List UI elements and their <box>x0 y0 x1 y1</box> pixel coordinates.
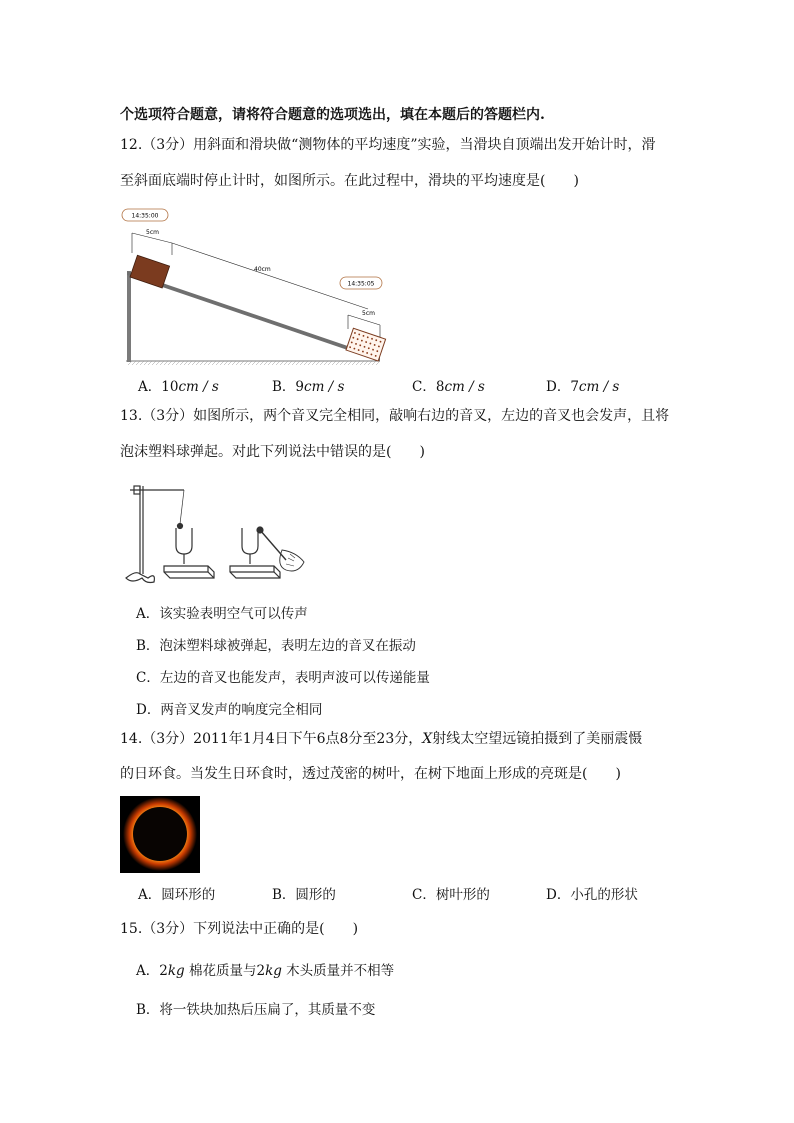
option-value: 9 <box>295 379 305 395</box>
q15-option-b[interactable]: B．将一铁块加热后压扁了，其质量不变 <box>136 1002 376 1018</box>
incline-post <box>127 271 131 362</box>
section-instruction: 个选项符合题意，请将符合题意的选项选出，填在本题后的答题栏内. <box>120 107 545 123</box>
q14-stem-line1-b: 射线太空望远镜拍摄到了美丽震慑 <box>432 731 643 747</box>
slider-block-top <box>130 255 170 288</box>
clock-end: 14:35:05 <box>347 280 375 288</box>
q14-stem-line2: 的日环食。当发生日环食时，透过茂密的树叶，在树下地面上形成的亮斑是( ) <box>120 766 621 782</box>
label-bottom-block-length: 5cm <box>362 310 375 317</box>
unit-kg: kg <box>265 963 282 979</box>
q15-option-a-part1: A．2 <box>136 963 168 979</box>
q12-stem-line1: 12.（3分）用斜面和滑块做“测物体的平均速度”实验，当滑块自顶端出发开始计时，滑 <box>120 137 656 153</box>
clock-start: 14:35:00 <box>131 212 159 220</box>
q13-option-b[interactable]: B．泡沫塑料球被弹起，表明左边的音叉在振动 <box>136 638 416 654</box>
q15-stem: 15.（3分）下列说法中正确的是( ) <box>120 921 359 937</box>
q14-stem-line1 <box>120 728 642 748</box>
option-value: 7 <box>570 379 579 395</box>
q12-option-a[interactable] <box>138 375 219 395</box>
q12-option-b[interactable] <box>272 375 344 395</box>
q14-option-d[interactable]: D．小孔的形状 <box>546 887 638 903</box>
option-letter: D． <box>546 379 571 395</box>
q15-option-a-part2: 棉花质量与2 <box>184 963 266 979</box>
label-top-block-length: 5cm <box>146 229 159 236</box>
label-distance: 40cm <box>254 266 271 273</box>
option-unit: cm / s <box>444 379 485 395</box>
option-letter: B． <box>272 379 296 395</box>
option-value: 10 <box>161 379 179 395</box>
q15-option-a[interactable] <box>136 959 394 979</box>
q12-stem-line2: 至斜面底端时停止计时，如图所示。在此过程中，滑块的平均速度是( ) <box>120 173 579 189</box>
q14-option-c[interactable]: C．树叶形的 <box>412 887 490 903</box>
slider-block-bottom <box>346 328 386 361</box>
q13-option-a[interactable]: A．该实验表明空气可以传声 <box>136 606 308 622</box>
incline-figure <box>118 205 388 370</box>
option-letter: A． <box>138 379 162 395</box>
q12-option-d[interactable] <box>546 375 619 395</box>
option-letter: C． <box>412 379 436 395</box>
option-value: 8 <box>435 379 445 395</box>
q15-option-a-part3: 木头质量并不相等 <box>281 963 395 979</box>
tuning-fork-figure <box>118 478 313 588</box>
annular-eclipse-image <box>120 796 200 873</box>
q13-option-d[interactable]: D．两音叉发声的响度完全相同 <box>136 702 323 718</box>
option-unit: cm / s <box>178 379 219 395</box>
unit-kg: kg <box>167 963 185 979</box>
q13-option-c[interactable]: C．左边的音叉也能发声，表明声波可以传递能量 <box>136 670 430 686</box>
q14-stem-line1-a: 14.（3分）2011年1月4日下午6点8分至23分， <box>120 731 423 747</box>
q13-stem-line2: 泡沫塑料球弹起。对此下列说法中错误的是( ) <box>120 444 425 460</box>
q14-stem-x: X <box>422 731 433 747</box>
q12-option-c[interactable] <box>412 375 485 395</box>
q14-option-a[interactable]: A．圆环形的 <box>138 887 216 903</box>
option-unit: cm / s <box>578 379 620 395</box>
q13-stem-line1: 13.（3分）如图所示，两个音叉完全相同，敲响右边的音叉，左边的音叉也会发声，且将 <box>120 408 670 424</box>
option-unit: cm / s <box>304 379 345 395</box>
q14-option-b[interactable]: B．圆形的 <box>272 887 336 903</box>
